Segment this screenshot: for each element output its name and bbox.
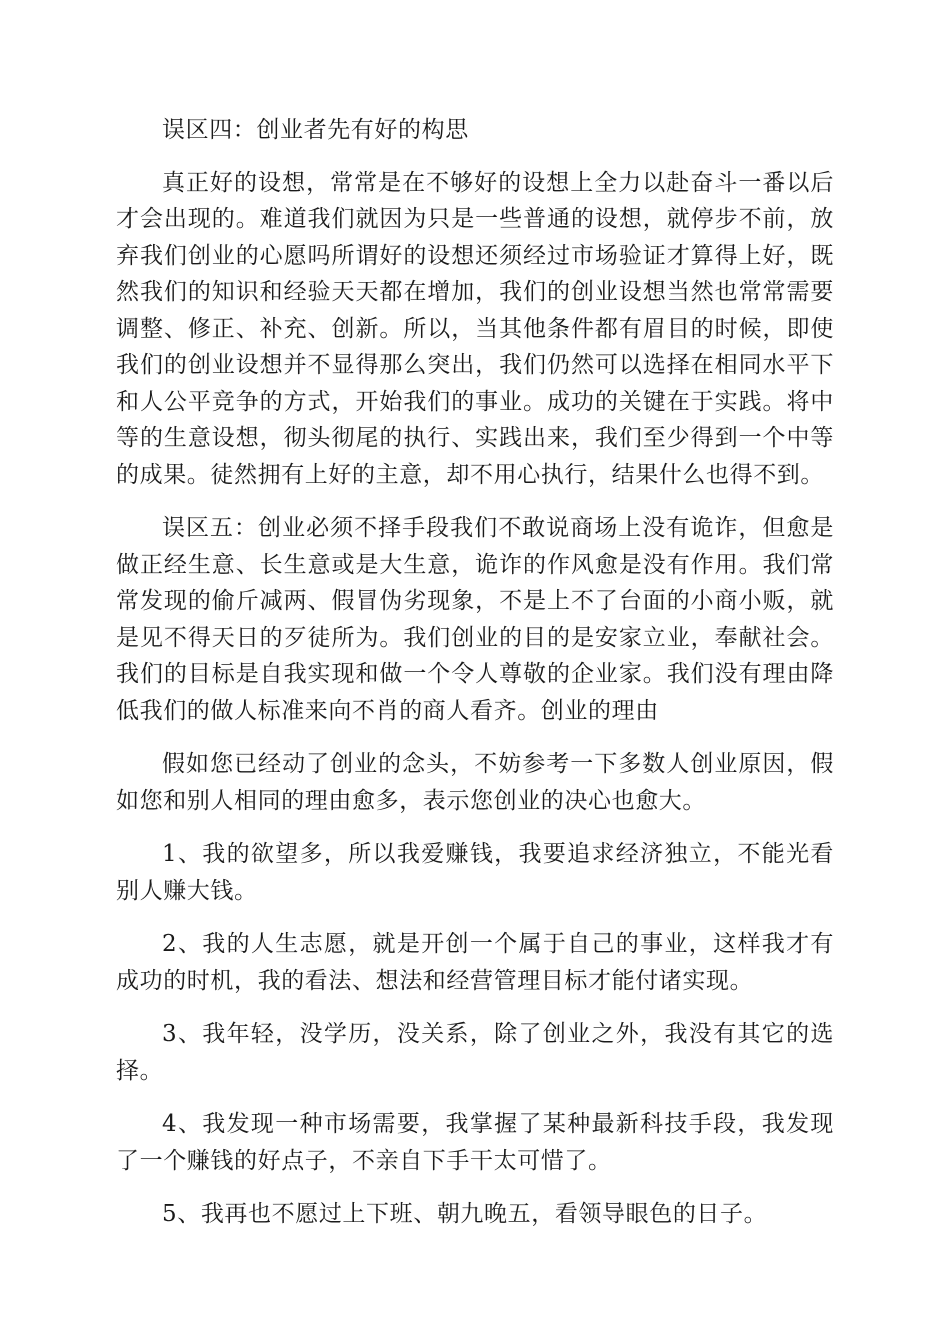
list-item-reason-3: 3、我年轻，没学历，没关系，除了创业之外，我没有其它的选择。 — [116, 1021, 834, 1084]
paragraph-reasons-intro: 假如您已经动了创业的念头，不妨参考一下多数人创业原因，假如您和别人相同的理由愈多，表示您创业的决心也愈大。 — [116, 751, 834, 814]
paragraph-good-ideas: 真正好的设想，常常是在不够好的设想上全力以赴奋斗一番以后才会出现的。难道我们就因为只是一些普通的设想，就停步不前，放弃我们创业的心愿吗所谓好的设想还须经过市场验证才算得上好，既然我们的知识和经验天天都在增加，我们的创业设想当然也常常需要调整、修正、补充、创新。所以，当其他条件都有眉目的时候，即使我们的创业设想并不显得那么突出，我们仍然可以选择在相同水平下和人公平竞争的方式，开始我们的事业。成功的关键在于实践。将中等的生意设想，彻头彻尾的执行、实践出来，我们至少得到一个中等的成果。徒然拥有上好的主意，却不用心执行，结果什么也得不到。 — [116, 169, 834, 488]
list-item-reason-2: 2、我的人生志愿，就是开创一个属于自己的事业，这样我才有成功的时机，我的看法、想法和经营管理目标才能付诸实现。 — [116, 931, 834, 994]
section-heading-misconception-4: 误区四：创业者先有好的构思 — [162, 117, 469, 143]
list-item-reason-5: 5、我再也不愿过上下班、朝九晚五，看领导眼色的日子。 — [162, 1201, 768, 1227]
list-item-reason-1: 1、我的欲望多，所以我爱赚钱，我要追求经济独立，不能光看别人赚大钱。 — [116, 841, 834, 904]
document-body — [116, 112, 834, 1250]
list-item-reason-4: 4、我发现一种市场需要，我掌握了某种最新科技手段，我发现了一个赚钱的好点子，不亲自下手干太可惜了。 — [116, 1111, 834, 1174]
paragraph-misconception-5: 误区五：创业必须不择手段我们不敢说商场上没有诡诈，但愈是做正经生意、长生意或是大生意，诡诈的作风愈是没有作用。我们常常发现的偷斤减两、假冒伪劣现象，不是上不了台面的小商小贩，就是见不得天日的歹徒所为。我们创业的目的是安家立业，奉献社会。我们的目标是自我实现和做一个令人尊敬的企业家。我们没有理由降低我们的做人标准来向不肖的商人看齐。创业的理由 — [116, 515, 834, 724]
